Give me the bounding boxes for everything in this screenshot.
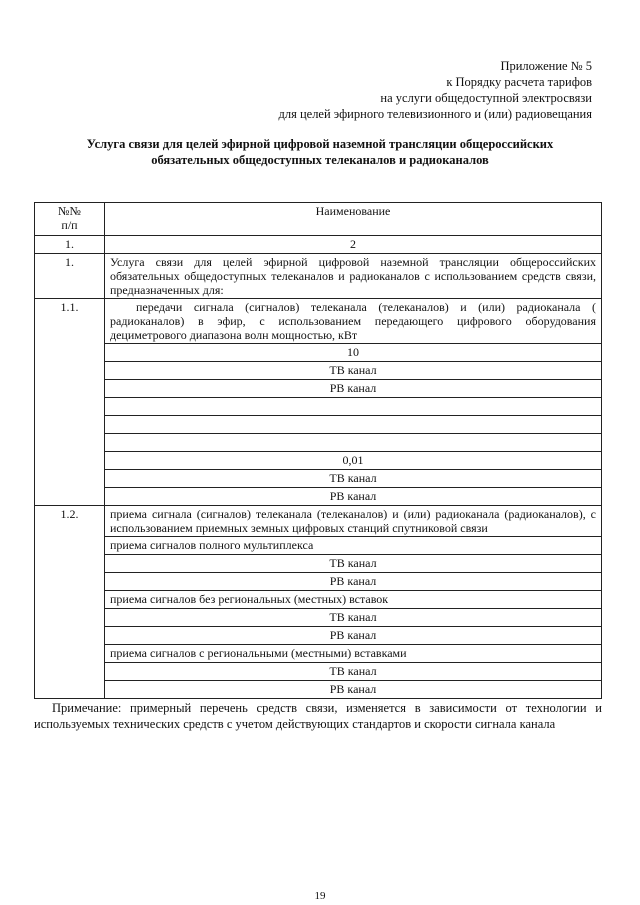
row-name: передачи сигнала (сигналов) телеканала (телеканалов) и (или) радиоканала ( радиоканалов) в эфир, с использованием передающего цифрового оборудования дециметрового диапазона волн мощностью, кВт bbox=[105, 299, 602, 344]
table-row bbox=[35, 591, 602, 609]
row-name: ТВ канал bbox=[105, 362, 602, 380]
table-row bbox=[35, 299, 602, 344]
row-name: РВ канал bbox=[105, 380, 602, 398]
annex-header bbox=[278, 58, 592, 122]
header-name-cell: Наименование bbox=[105, 203, 602, 236]
title-line-1: Услуга связи для целей эфирной цифровой наземной трансляции общероссийских bbox=[86, 137, 554, 151]
annex-line-1: Приложение № 5 bbox=[500, 59, 592, 73]
row-name: приема сигнала (сигналов) телеканала (телеканалов) и (или) радиоканала (радиоканалов), с использованием приемных земных цифровых станций спутниковой связи bbox=[105, 506, 602, 537]
table-row bbox=[35, 555, 602, 573]
row-name: РВ канал bbox=[105, 573, 602, 591]
row-name: РВ канал bbox=[105, 681, 602, 699]
table-row bbox=[35, 470, 602, 488]
table-row bbox=[35, 681, 602, 699]
table-index-row bbox=[35, 236, 602, 254]
annex-line-3: на услуги общедоступной электросвязи bbox=[380, 91, 592, 105]
row-num: 1.1. bbox=[35, 299, 105, 506]
row-name: ТВ канал bbox=[105, 555, 602, 573]
title-line-2: обязательных общедоступных телеканалов и радиоканалов bbox=[151, 153, 489, 167]
table-row bbox=[35, 380, 602, 398]
row-name: 0,01 bbox=[105, 452, 602, 470]
row-num: 1. bbox=[35, 254, 105, 299]
row-name: Услуга связи для целей эфирной цифровой наземной трансляции общероссийских обязательных общедоступных телеканалов и радиоканалов с использованием средств связи, предназначенных для: bbox=[105, 254, 602, 299]
table-row bbox=[35, 488, 602, 506]
table-row bbox=[35, 434, 602, 452]
row-name: 10 bbox=[105, 344, 602, 362]
row-name: приема сигналов без региональных (местных) вставок bbox=[105, 591, 602, 609]
row-name-empty bbox=[105, 416, 602, 434]
table-row bbox=[35, 645, 602, 663]
index-col-2: 2 bbox=[105, 236, 602, 254]
row-num: 1.2. bbox=[35, 506, 105, 699]
row-name-empty bbox=[105, 398, 602, 416]
table-row bbox=[35, 573, 602, 591]
row-name: приема сигналов с региональными (местными) вставками bbox=[105, 645, 602, 663]
services-table bbox=[34, 202, 602, 699]
annex-line-2: к Порядку расчета тарифов bbox=[446, 75, 592, 89]
table-row bbox=[35, 362, 602, 380]
table-row bbox=[35, 344, 602, 362]
header-num-line-1: №№ bbox=[58, 204, 81, 218]
row-name: РВ канал bbox=[105, 488, 602, 506]
row-name: ТВ канал bbox=[105, 609, 602, 627]
table-row bbox=[35, 506, 602, 537]
table-row bbox=[35, 452, 602, 470]
row-name-empty bbox=[105, 434, 602, 452]
header-num-cell bbox=[35, 203, 105, 236]
document-title bbox=[0, 136, 640, 168]
table-row bbox=[35, 537, 602, 555]
index-col-1: 1. bbox=[35, 236, 105, 254]
row-name: приема сигналов полного мультиплекса bbox=[105, 537, 602, 555]
table-header-row bbox=[35, 203, 602, 236]
page-number: 19 bbox=[314, 890, 326, 902]
table-row bbox=[35, 663, 602, 681]
table-row bbox=[35, 254, 602, 299]
table-row bbox=[35, 398, 602, 416]
row-name: ТВ канал bbox=[105, 470, 602, 488]
annex-line-4: для целей эфирного телевизионного и (или) радиовещания bbox=[278, 107, 592, 121]
row-name: РВ канал bbox=[105, 627, 602, 645]
row-name: ТВ канал bbox=[105, 663, 602, 681]
table-row bbox=[35, 627, 602, 645]
header-num-line-2: п/п bbox=[61, 218, 78, 232]
footnote: Примечание: примерный перечень средств связи, изменяется в зависимости от технологии и используемых технических средств с учетом действующих стандартов и скорости сигнала канала bbox=[34, 701, 602, 731]
table-row bbox=[35, 416, 602, 434]
table-row bbox=[35, 609, 602, 627]
